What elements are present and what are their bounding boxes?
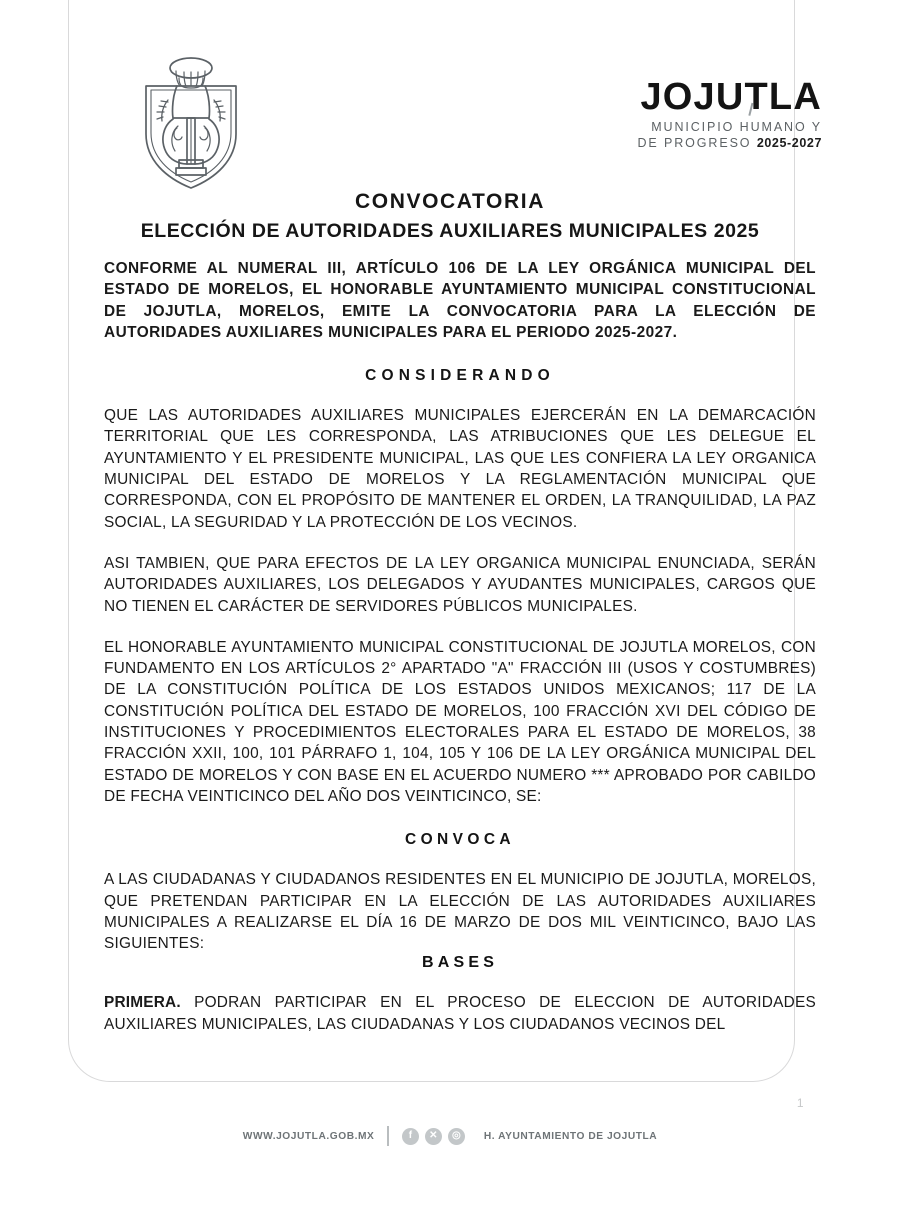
jojutla-brand-lockup [637, 78, 822, 149]
heading-convoca: CONVOCA [404, 831, 516, 849]
instagram-icon[interactable]: ◎ [448, 1128, 465, 1145]
facebook-icon[interactable]: f [402, 1128, 419, 1145]
heading-bases: BASES [421, 954, 499, 972]
heading-considerando: CONSIDERANDO [365, 367, 555, 385]
footer-divider [387, 1126, 389, 1146]
brand-tagline-line1: MUNICIPIO HUMANO Y [651, 120, 822, 134]
primera-label: PRIMERA. [104, 994, 181, 1012]
brand-name: JOJUTLA [640, 76, 822, 118]
paragraph-primera [104, 992, 816, 1035]
footer-organization-name: H. AYUNTAMIENTO DE JOJUTLA [483, 1130, 658, 1142]
paragraph-intro: CONFORME AL NUMERAL III, ARTÍCULO 106 DE LA LEY ORGÁNICA MUNICIPAL DEL ESTADO DE MORELOS, EL HONORABLE AYUNTAMIENTO MUNICIPAL CONSTITUCIONAL DE JOJUTLA, MORELOS, EMITE LA CONVOCATORIA PARA LA ELECCIÓN DE AUTORIDADES AUXILIARES MUNICIPALES PARA EL PERIODO 2025-2027. [104, 260, 816, 341]
paragraph-considerando-3: EL HONORABLE AYUNTAMIENTO MUNICIPAL CONSTITUCIONAL DE JOJUTLA MORELOS, CON FUNDAMENTO EN LOS ARTÍCULOS 2° APARTADO "A" FRACCIÓN III (USOS Y COSTUMBRES) DE LA CONSTITUCIÓN POLÍTICA DE LOS ESTADOS UNIDOS MEXICANOS; 117 DE LA CONSTITUCIÓN POLÍTICA DEL ESTADO DE MORELOS, 100 FRACCIÓN XVI DEL CÓDIGO DE INSTITUCIONES Y PROCEDIMIENTOS ELECTORALES PARA EL ESTADO DE MORELOS, 38 FRACCIÓN XXII, 100, 101 PÁRRAFO 1, 104, 105 Y 106 DE LA LEY ORGÁNICA MUNICIPAL DEL ESTADO DE MORELOS Y CON BASE EN EL ACUERDO NUMERO *** APROBADO POR CABILDO DE FECHA VEINTICINCO DEL AÑO DOS VEINTICINCO, SE: [104, 638, 816, 805]
brand-tagline-line2 [637, 137, 822, 150]
jojutla-coat-of-arms-icon [132, 56, 250, 192]
footer-social-links [402, 1128, 465, 1145]
document-header [0, 48, 900, 178]
page-title: CONVOCATORIA [355, 190, 545, 213]
brand-period-years: 2025-2027 [756, 135, 822, 150]
document-footer [0, 1126, 900, 1146]
brand-tagline-text: DE PROGRESO [637, 135, 752, 150]
twitter-x-icon[interactable]: ✕ [425, 1128, 442, 1145]
page-number: 1 [796, 1096, 804, 1110]
document-body [104, 258, 816, 1035]
primera-text: PODRAN PARTICIPAR EN EL PROCESO DE ELECCION DE AUTORIDADES AUXILIARES MUNICIPALES, LAS CIUDADANAS Y LOS CIUDADANOS VECINOS DEL [104, 994, 816, 1033]
paragraph-considerando-1: QUE LAS AUTORIDADES AUXILIARES MUNICIPALES EJERCERÁN EN LA DEMARCACIÓN TERRITORIAL QUE LES CORRESPONDA, LAS ATRIBUCIONES QUE LES DELEGUE EL AYUNTAMIENTO Y EL PRESIDENTE MUNICIPAL, LAS QUE LES CONFIERA LA LEY ORGANICA MUNICIPAL DEL ESTADO DE MORELOS Y LA REGLAMENTACIÓN MUNICIPAL QUE CORRESPONDA, CON EL PROPÓSITO DE MANTENER EL ORDEN, LA TRANQUILIDAD, LA PAZ SOCIAL, LA SEGURIDAD Y LA PROTECCIÓN DE LOS VECINOS. [104, 407, 816, 531]
paragraph-considerando-2: ASI TAMBIEN, QUE PARA EFECTOS DE LA LEY ORGANICA MUNICIPAL ENUNCIADA, SERÁN AUTORIDADES AUXILIARES, LOS DELEGADOS Y AYUDANTES MUNICIPALES, CARGOS QUE NO TIENEN EL CARÁCTER DE SERVIDORES PÚBLICOS MUNICIPALES. [104, 554, 816, 615]
footer-website-url[interactable]: WWW.JOJUTLA.GOB.MX [242, 1130, 375, 1142]
paragraph-convoca-body: A LAS CIUDADANAS Y CIUDADANOS RESIDENTES EN EL MUNICIPIO DE JOJUTLA, MORELOS, QUE PRETENDAN PARTICIPAR EN LA ELECCIÓN DE LAS AUTORIDADES AUXILIARES MUNICIPALES A REALIZARSE EL DÍA 16 DE MARZO DE DOS MIL VEINTICINCO, BAJO LAS SIGUIENTES: [104, 871, 816, 953]
page-subtitle: ELECCIÓN DE AUTORIDADES AUXILIARES MUNICIPALES 2025 [140, 220, 760, 242]
